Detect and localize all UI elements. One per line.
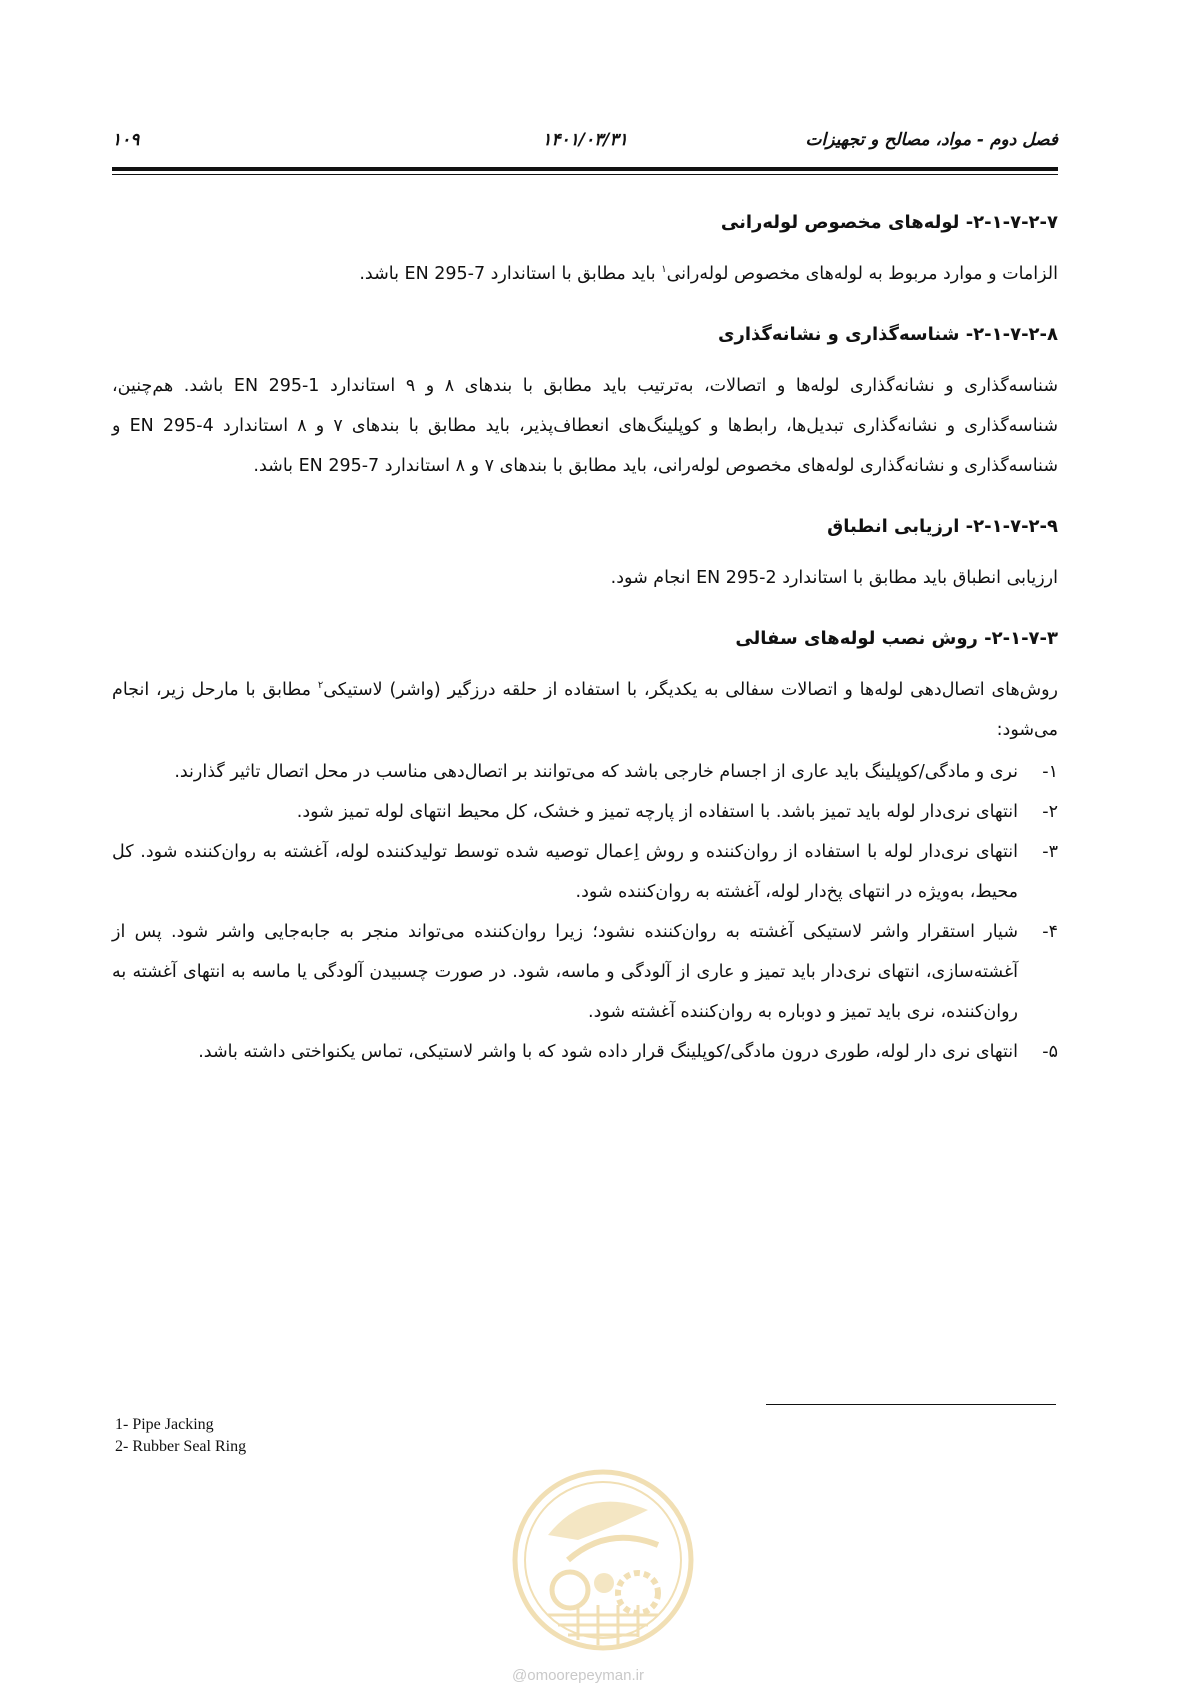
watermark-seal-icon <box>508 1465 698 1655</box>
footnote-separator <box>766 1404 1056 1405</box>
section-heading-7: ۲-۱-۷-۲-۷- لوله‌های مخصوص لوله‌رانی <box>720 212 1058 233</box>
section-paragraph-8: شناسه‌گذاری و نشانه‌گذاری لوله‌ها و اتصالات، به‌ترتیب باید مطابق با بندهای ۸ و ۹ استاندارد EN 295-1 باشد. هم‌چنین، شناسه‌گذاری و نشانه‌گذاری تبدیل‌ها، رابط‌ها و کوپلینگ‌های انعطاف‌پذیر، باید مطابق با بندهای ۷ و ۸ استاندارد EN 295-4 و شناسه‌گذاری و نشانه‌گذاری لوله‌های مخصوص لوله‌رانی، باید مطابق با بندهای ۷ و ۸ استاندارد EN 295-7 باشد. <box>112 376 1059 476</box>
section-heading-3: ۲-۱-۷-۳- روش نصب لوله‌های سفالی <box>735 628 1058 649</box>
header-rule-thick <box>112 167 1058 171</box>
footnote-ref-1[interactable]: ۱ <box>661 264 667 276</box>
page-number: ۱۰۹ <box>112 130 140 150</box>
footnotes <box>115 1414 246 1458</box>
page-body <box>112 208 1058 1072</box>
header-rule-thin <box>112 174 1058 175</box>
footnote-1: 1- Pipe Jacking <box>115 1416 214 1433</box>
section-heading-8: ۲-۱-۷-۲-۸- شناسه‌گذاری و نشانه‌گذاری <box>717 324 1058 345</box>
list-item: ۱- نری و مادگی/کوپلینگ باید عاری از اجسام خارجی باشد که می‌توانند بر اتصال‌دهی مناسب در محل اتصال تاثیر گذارند. <box>174 762 1058 782</box>
section-paragraph-9: ارزیابی انطباق باید مطابق با استاندارد EN 295-2 انجام شود. <box>610 568 1058 588</box>
footnote-ref-2[interactable]: ۲ <box>317 680 324 692</box>
footnote-2: 2- Rubber Seal Ring <box>115 1438 247 1455</box>
watermark-text: @omoorepeyman.ir <box>512 1667 644 1684</box>
section-paragraph-3: روش‌های اتصال‌دهی لوله‌ها و اتصالات سفالی به یکدیگر، با استفاده از حلقه درزگیر (واشر) لاستیکی$^۲$ مطابق با مارحل زیر، انجام می‌شود: <box>112 680 1059 740</box>
list-item: ۲- انتهای نری‌دار لوله باید تمیز باشد. با استفاده از پارچه تمیز و خشک، کل محیط انتهای لوله تمیز شود. <box>296 802 1058 822</box>
document-date: ۱۴۰۱/۰۳/۳۱ <box>542 130 628 150</box>
section-heading-9: ۲-۱-۷-۲-۹- ارزیابی انطباق <box>827 516 1058 537</box>
list-item: ۵- انتهای نری دار لوله، طوری درون مادگی/کوپلینگ قرار داده شود که با واشر لاستیکی، تماس یکنواختی داشته باشد. <box>198 1042 1058 1062</box>
section-paragraph-7: الزامات و موارد مربوط به لوله‌های مخصوص لوله‌رانی$^۱$ باید مطابق با استاندارد EN 295-7 باشد. <box>359 264 1058 284</box>
installation-steps-list <box>112 752 1058 1072</box>
page-header <box>112 130 1058 166</box>
list-item: ۴- شیار استقرار واشر لاستیکی آغشته به روان‌کننده نشود؛ زیرا روان‌کننده می‌تواند منجر به جابه‌جایی واشر شود. پس از آغشته‌سازی، انتهای نری‌دار باید تمیز و عاری از آلودگی و ماسه، شود. در صورت چسبیدن آلودگی یا ماسه به انتهای آغشته به روان‌کننده، نری باید تمیز و دوباره به روان‌کننده آغشته شود. <box>112 922 1058 1022</box>
chapter-title: فصل دوم - مواد، مصالح و تجهیزات <box>805 130 1058 150</box>
list-item: ۳- انتهای نری‌دار لوله با استفاده از روان‌کننده و روش اِعمال توصیه شده توسط تولیدکننده لوله، آغشته به روان‌کننده شود. کل محیط، به‌ویژه در انتهای پخ‌دار لوله، آغشته به روان‌کننده شود. <box>112 842 1058 902</box>
